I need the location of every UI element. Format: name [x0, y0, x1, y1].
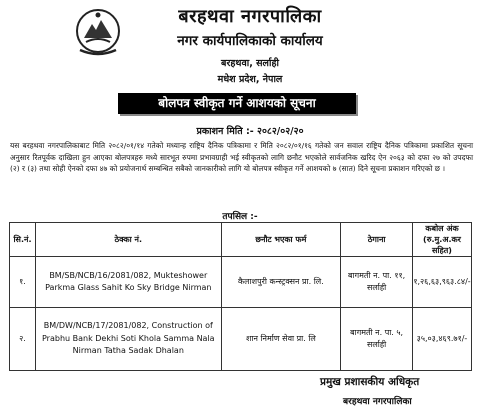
cell-address: बागमती न. पा. ५, सर्लाही: [341, 308, 413, 371]
cell-address: बागमती न. पा. ११, सर्लाही: [341, 257, 413, 308]
office-name: नगर कार्यपालिकाको कार्यालय: [177, 33, 323, 49]
cell-amount: ३५,०३,४६९.७१/-: [412, 308, 471, 371]
col-header-sn: सि.नं.: [10, 223, 36, 257]
col-header-firm: छनौट भएका फर्म: [221, 223, 341, 257]
contract-table: [9, 222, 472, 371]
cell-contract: BM/DW/NCB/17/2081/082, Construction of Prabhu Bank Dekhi Soti Khola Samma Nala Nirman Tatha Sadak Dhalan: [35, 308, 221, 371]
col-header-address: ठेगाना: [341, 223, 413, 257]
cell-amount: १,२६,६३,९६३.८४/-: [412, 257, 471, 308]
cell-contract: BM/SB/NCB/16/2081/082, Mukteshower Parkma Glass Sahit Ko Sky Bridge Nirman: [35, 257, 221, 308]
cell-firm: शान निर्माण सेवा प्रा. लि: [221, 308, 341, 371]
table-row: [10, 257, 472, 308]
notice-title-banner: बोलपत्र स्वीकृत गर्ने आशयको सूचना: [118, 93, 356, 114]
notice-body: यस बरहथवा नगरपालिकाबाट मिति २०८२/०१/१४ गतेको मध्यान्ह राष्ट्रिय दैनिक पत्रिकामा र मिति २०८२/०१/१६ गतेको जन सवाल राष्ट्रिय दैनिक पत्रिकामा प्रकाशित सूचना अनुसार रितपूर्वक दाखिला हुन आएका बोलपत्रहरु मध्ये सारभूत रुपमा प्रभावग्राही भई स्वीकृतको लागि छनौट भएकोले सार्वजनिक खरिद ऐन २०६३ को दफा २७ को उपदफा (२) र (३) तथा सोही ऐनको दफा ४७ को प्रयोजनार्थ सम्बन्धित सबैको जानकारीको लागि यो बोलपत्र स्वीकृत गर्ने आशयको ७ (सात) दिने सूचना प्रकाशन गरिएको छ ।: [10, 141, 473, 174]
col-header-amount: कबोल अंक (रु.मु.अ.कर सहित): [412, 223, 471, 257]
cell-sn: १.: [10, 257, 36, 308]
signatory-designation: प्रमुख प्रशासकीय अधिकृत: [320, 376, 420, 388]
schedule-label: तपसिल :-: [222, 212, 258, 222]
signatory-office: बरहथवा नगरपालिका: [343, 397, 412, 407]
address-line-2: मधेश प्रदेश, नेपाल: [217, 74, 283, 85]
municipality-title: बरहथवा नगरपालिका: [178, 6, 322, 27]
cell-firm: कैलाशपुरी कन्स्ट्रक्सन प्रा. लि.: [221, 257, 341, 308]
table-header-row: [10, 223, 472, 257]
publish-date: प्रकाशन मिति :- २०८२/०२/२०: [196, 126, 304, 137]
address-line-1: बरहथवा, सर्लाही: [221, 58, 279, 69]
table-row: [10, 308, 472, 371]
nepal-emblem-icon: [74, 6, 122, 60]
col-header-contract: ठेक्का नं.: [35, 223, 221, 257]
cell-sn: २.: [10, 308, 36, 371]
